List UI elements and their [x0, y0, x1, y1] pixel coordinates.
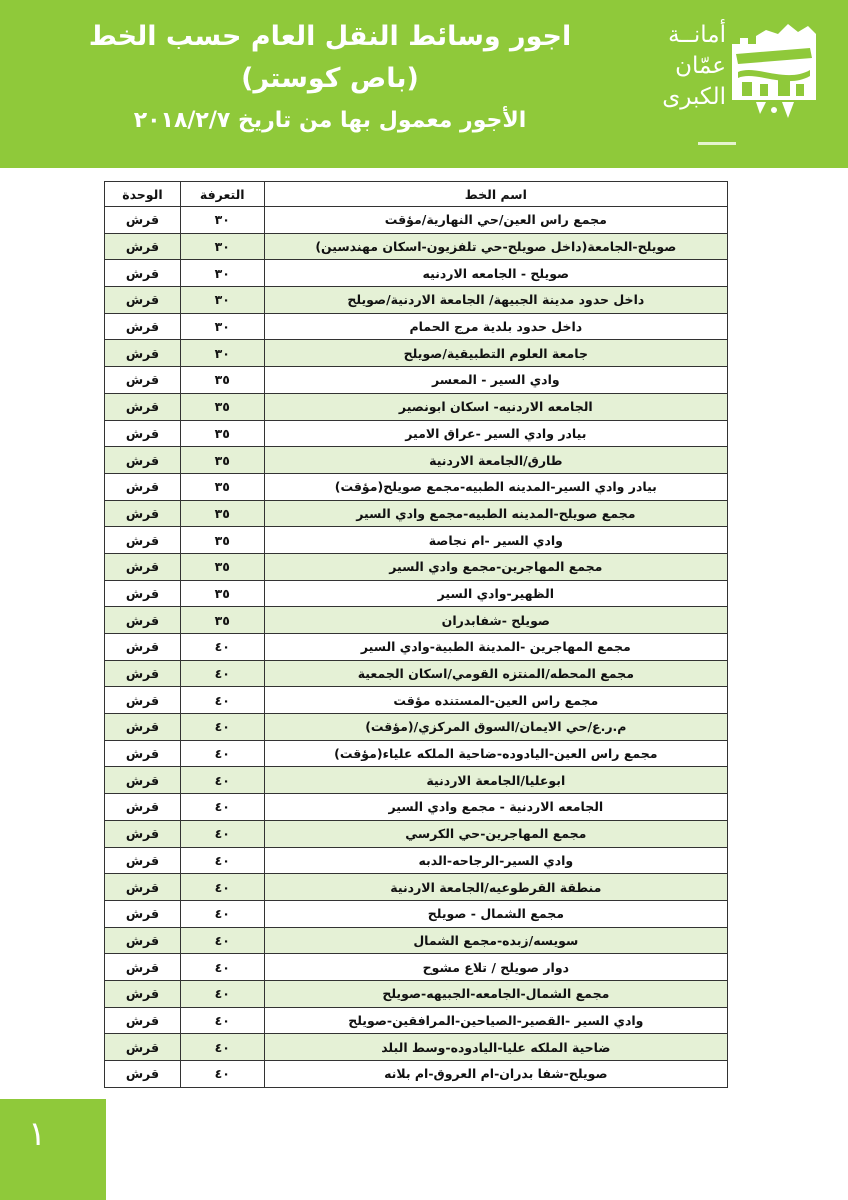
cell-route: وادي السير -القصير-الصياحين-المرافقين-صويلح [264, 1007, 727, 1034]
cell-fare: ٤٠ [180, 820, 264, 847]
table-row [105, 607, 728, 634]
cell-route: ابوعليا/الجامعة الاردنية [264, 767, 727, 794]
cell-route: دوار صويلح / تلاع مشوح [264, 954, 727, 981]
table-header-row [105, 182, 728, 207]
cell-fare: ٤٠ [180, 847, 264, 874]
header-banner [0, 0, 848, 168]
cell-fare: ٤٠ [180, 1061, 264, 1088]
page-title-vehicle: (باص كوستر) [241, 63, 419, 94]
title-block [60, 16, 600, 138]
cell-fare: ٣٠ [180, 207, 264, 234]
cell-route: داخل حدود بلدية مرج الحمام [264, 313, 727, 340]
cell-fare: ٤٠ [180, 980, 264, 1007]
cell-fare: ٤٠ [180, 794, 264, 821]
cell-unit: قرش [105, 553, 181, 580]
cell-unit: قرش [105, 607, 181, 634]
cell-unit: قرش [105, 714, 181, 741]
cell-route: الجامعه الاردنيه- اسكان ابونصير [264, 393, 727, 420]
cell-fare: ٤٠ [180, 660, 264, 687]
cell-fare: ٣٥ [180, 553, 264, 580]
cell-fare: ٤٠ [180, 687, 264, 714]
fares-table [104, 181, 728, 1088]
cell-fare: ٣٠ [180, 340, 264, 367]
cell-unit: قرش [105, 207, 181, 234]
cell-route: صويلح -شفابدران [264, 607, 727, 634]
table-row [105, 1061, 728, 1088]
cell-fare: ٤٠ [180, 714, 264, 741]
cell-fare: ٤٠ [180, 767, 264, 794]
cell-route: داخل حدود مدينة الجبيهة/ الجامعة الاردنية/صويلح [264, 287, 727, 314]
cell-route: صويلح-الجامعة(داخل صويلح-حي تلفزيون-اسكان مهندسين) [264, 233, 727, 260]
cell-route: صويلح-شفا بدران-ام العروق-ام بلانه [264, 1061, 727, 1088]
cell-route: وادي السير - المعسر [264, 367, 727, 394]
table-row [105, 500, 728, 527]
table-row [105, 714, 728, 741]
cell-unit: قرش [105, 313, 181, 340]
table-row [105, 927, 728, 954]
cell-unit: قرش [105, 367, 181, 394]
table-row [105, 207, 728, 234]
table-row [105, 954, 728, 981]
cell-route: مجمع راس العين-المستنده مؤقت [264, 687, 727, 714]
cell-unit: قرش [105, 634, 181, 661]
cell-unit: قرش [105, 420, 181, 447]
cell-route: مجمع صويلح-المدينه الطبيه-مجمع وادي السير [264, 500, 727, 527]
cell-unit: قرش [105, 233, 181, 260]
table-body [105, 207, 728, 1088]
table-row [105, 553, 728, 580]
cell-unit: قرش [105, 1007, 181, 1034]
cell-fare: ٤٠ [180, 874, 264, 901]
cell-fare: ٣٥ [180, 473, 264, 500]
cell-fare: ٣٠ [180, 233, 264, 260]
cell-unit: قرش [105, 287, 181, 314]
cell-route: ضاحية الملكه عليا-اليادوده-وسط البلد [264, 1034, 727, 1061]
cell-unit: قرش [105, 580, 181, 607]
logo-wordmark [644, 20, 726, 113]
logo-line: عمّان [675, 53, 726, 79]
cell-fare: ٣٠ [180, 287, 264, 314]
cell-unit: قرش [105, 954, 181, 981]
cell-route: مجمع الشمال - صويلح [264, 900, 727, 927]
table-row [105, 527, 728, 554]
cell-fare: ٤٠ [180, 927, 264, 954]
table-row [105, 340, 728, 367]
cell-route: سويسه/زبده-مجمع الشمال [264, 927, 727, 954]
logo-underline [698, 142, 736, 145]
cell-unit: قرش [105, 1034, 181, 1061]
cell-route: مجمع راس العين/حي النهارية/مؤقت [264, 207, 727, 234]
cell-fare: ٤٠ [180, 900, 264, 927]
table-row [105, 420, 728, 447]
cell-unit: قرش [105, 1061, 181, 1088]
cell-route: مجمع راس العين-اليادوده-ضاحية الملكه علياء(مؤقت) [264, 740, 727, 767]
table-row [105, 847, 728, 874]
cell-fare: ٣٥ [180, 527, 264, 554]
cell-unit: قرش [105, 794, 181, 821]
table-row [105, 900, 728, 927]
cell-fare: ٣٥ [180, 420, 264, 447]
cell-route: مجمع المهاجرين -المدينة الطبية-وادي السير [264, 634, 727, 661]
cell-route: الظهير-وادي السير [264, 580, 727, 607]
table-row [105, 767, 728, 794]
table-row [105, 687, 728, 714]
cell-route: منطقة القرطوعيه/الجامعة الاردنية [264, 874, 727, 901]
cell-unit: قرش [105, 340, 181, 367]
cell-route: وادي السير-الرجاحه-الدبه [264, 847, 727, 874]
page-number: ١ [28, 1114, 47, 1154]
cell-unit: قرش [105, 473, 181, 500]
cell-route: صويلح - الجامعه الاردنيه [264, 260, 727, 287]
cell-unit: قرش [105, 447, 181, 474]
cell-fare: ٣٠ [180, 260, 264, 287]
logo-line: الكبرى [662, 84, 726, 110]
table-row [105, 447, 728, 474]
cell-unit: قرش [105, 260, 181, 287]
table-row [105, 820, 728, 847]
cell-unit: قرش [105, 740, 181, 767]
table-row [105, 287, 728, 314]
cell-route: طارق/الجامعة الاردنية [264, 447, 727, 474]
cell-route: مجمع المهاجرين-حي الكرسي [264, 820, 727, 847]
cell-fare: ٣٥ [180, 500, 264, 527]
table-row [105, 313, 728, 340]
table-row [105, 473, 728, 500]
cell-unit: قرش [105, 767, 181, 794]
table-row [105, 393, 728, 420]
table-row [105, 980, 728, 1007]
table-row [105, 874, 728, 901]
cell-unit: قرش [105, 874, 181, 901]
cell-fare: ٤٠ [180, 1034, 264, 1061]
cell-fare: ٤٠ [180, 1007, 264, 1034]
cell-fare: ٣٠ [180, 313, 264, 340]
effective-date-subtitle: الأجور معمول بها من تاريخ ٢٠١٨/٢/٧ [133, 108, 527, 133]
cell-unit: قرش [105, 660, 181, 687]
cell-route: مجمع المهاجرين-مجمع وادي السير [264, 553, 727, 580]
table-row [105, 233, 728, 260]
cell-unit: قرش [105, 980, 181, 1007]
cell-fare: ٣٥ [180, 367, 264, 394]
cell-route: م.ر.ع/حي الايمان/السوق المركزي/(مؤقت) [264, 714, 727, 741]
cell-route: مجمع المحطه/المنتزه القومي/اسكان الجمعية [264, 660, 727, 687]
cell-fare: ٣٥ [180, 607, 264, 634]
cell-unit: قرش [105, 527, 181, 554]
table-row [105, 1034, 728, 1061]
page-number-box [0, 1099, 106, 1200]
cell-route: بيادر وادي السير -عراق الامير [264, 420, 727, 447]
cell-unit: قرش [105, 847, 181, 874]
cell-route: مجمع الشمال-الجامعه-الجبيهه-صويلح [264, 980, 727, 1007]
amman-logo-icon [726, 14, 822, 122]
cell-fare: ٤٠ [180, 954, 264, 981]
page-title: اجور وسائط النقل العام حسب الخط [88, 21, 572, 52]
cell-fare: ٤٠ [180, 634, 264, 661]
cell-unit: قرش [105, 927, 181, 954]
cell-fare: ٤٠ [180, 740, 264, 767]
table-row [105, 740, 728, 767]
cell-route: وادي السير -ام نجاصة [264, 527, 727, 554]
cell-route: الجامعه الاردنية - مجمع وادي السير [264, 794, 727, 821]
table-row [105, 580, 728, 607]
cell-fare: ٣٥ [180, 447, 264, 474]
table-row [105, 660, 728, 687]
table-row [105, 1007, 728, 1034]
table-row [105, 634, 728, 661]
cell-fare: ٣٥ [180, 580, 264, 607]
column-header-fare: التعرفة [180, 182, 264, 207]
cell-unit: قرش [105, 393, 181, 420]
cell-unit: قرش [105, 500, 181, 527]
cell-unit: قرش [105, 820, 181, 847]
cell-fare: ٣٥ [180, 393, 264, 420]
cell-unit: قرش [105, 900, 181, 927]
cell-route: بيادر وادي السير-المدينه الطبيه-مجمع صويلح(مؤقت) [264, 473, 727, 500]
column-header-route: اسم الخط [264, 182, 727, 207]
column-header-unit: الوحدة [105, 182, 181, 207]
table-row [105, 260, 728, 287]
cell-route: جامعة العلوم التطبيقية/صويلح [264, 340, 727, 367]
cell-unit: قرش [105, 687, 181, 714]
logo-line: أمانــة [668, 22, 726, 48]
table-row [105, 367, 728, 394]
table-row [105, 794, 728, 821]
